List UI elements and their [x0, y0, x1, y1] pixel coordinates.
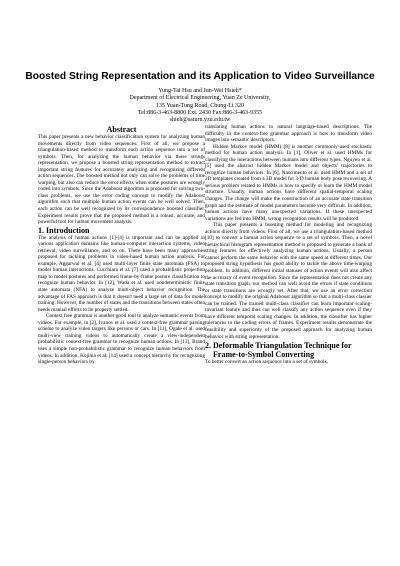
- introduction-heading: 1. Introduction: [38, 225, 90, 235]
- left-column: [38, 125, 205, 366]
- intro-paragraph-1: The analysis of human actions [1]-[4] is important and can be applied in various application domains like human-computer interaction systems, video retrieval, video surveillance, and so on. There have been many approaches proposed for tackling problems in video-based human action analysis. For example, Aggarwal et al. [4] used multi-layer finite state automata (FSA) to model human interactions. Cucchiara et al. [7] used a probabilistic projection map to model postures and performed frame-by-frame posture classification to recognize human behavior. In [12], Wada et al. used nondeterministic finite state automata (NFA) to analyze multi-object behavior recognition. The advantage of FAS approach is that it doesn't need a large set of data for model training. However, the number of states and the transitions between states often needs manual efforts to be properly settled.: [38, 234, 205, 313]
- right-paragraph-0: translating human actions to natural language-based descriptions. The difficulty in the context-free grammar approach is how to transform video images into semantic descriptors.: [205, 124, 372, 144]
- author-block: [0, 88, 400, 124]
- section-2-heading-line-2: Frame-to-Symbol Converting: [213, 350, 315, 360]
- intro-paragraph-2: Context free grammar is another good tool to analyze semantic events from videos. For example, in [2], Ivanov et al. used a context-free grammar parsing scheme to analyze video targets like persons or cars. In [11], Ogale et al. used multi-view training videos to automatically create a view-independent probabilistic context-free grammar to recognize human actions. In [13], Brand uses a simple non-probabilistic grammar to recognize human behaviors from videos. In addition, Kojima et al. [14] used a concept hierarchy for recognizing single-person behaviors by: [38, 313, 205, 366]
- paper-title: Boosted String Representation and its Application to Video Surveillance: [25, 71, 375, 82]
- section-2-paragraph: To better convert an action sequence into a set of symbols,: [205, 359, 328, 366]
- author-address: 135 Yuan-Tung Road, Chung-Li 320: [155, 102, 245, 109]
- abstract-heading: Abstract: [106, 125, 137, 134]
- right-column: [205, 124, 372, 366]
- author-names: Yung-Tai Hsu and Jun-Wei Hsieh*: [158, 88, 242, 94]
- right-paragraph-1: Hidden Markov model (HMM) [8] is another commonly-used stochastic method for human action analysis. In [1], Oliver et al. used HMMs for classifying the interactions between humans into different types. Nguyen et al. [5] used the abstract hidden Markov model and objects' trajectories to recognize human behaviors. In [6], Nascimento et al. used HMM and a set of 2D templates created from a 3D model for 3-D human body pose recovering. A serious problem related to HMMs is how to specify or learn the HMM model structure. Usually, human actions have different spatial-temporal scaling changes. The change will make the construction of an accurate state transition graph and the estimate of model parameters become very difficult. In addition, human actions have many unexpected variations. If these unexpected variations are fed into HMM, wrong recognition results will be produced.: [205, 143, 372, 222]
- right-paragraph-2: This paper presents a boosting method for modeling and recognizing actions directly from videos. First of all, we use a triangulation-based method [10] to convert a human action sequence to a set of symbols. Then, a novel hierarchical histogram representation method is proposed to generate a bank of string features for effectively analyzing human actions. Usually, a person cannot perform the same behavior with the same speed at different times. Our proposed string hypothesis has good ability to tackle the above time-warping problem. In addition, different initial statuses of action events will also affect the accuracy of event recognition. Since the representation does not create any state transition graph, our method can well avoid the errors if state conditions or state transitions are wrongly set. After that, we use an error correction concept to modify the original Adaboost algorithm so that a multi-class classier can be trained. The trained multi-class classifier can learn important scaling-invariant feature and thus can well classify any action sequence even if they have different temporal scaling changes. In addition, the classifier has higher tolerances to the coding errors of frames. Experiment results demonstrate the feasibility and superiority of the proposed approach for analyzing human behavior with string representation.: [205, 222, 372, 340]
- author-phone: Tel:886-3-463-8800 Ext. 2430 Fax:886-3-463-9355: [137, 109, 263, 116]
- author-affiliation: Department of Electrical Engineering, Yuan Ze University,: [129, 95, 271, 102]
- section-2-heading-line-1: 2. Deformable Triangulation Technique for: [205, 341, 352, 351]
- abstract-text: This paper presents a new behavior classification system for analyzing human movements directly from video sequences. First of all, we propose a triangulation-based method to transform each action sequence into a set of symbols. Then, for analyzing the human behavior via those strings representation, we propose a boosted string representation method to extract important string features for accurately analyzing and recognizing different action sequences. The boosted method not only can solve the problems of time warping, but also can reduce the error effects when some postures are wrongly coded into symbols. Since the Adaboost algorithm is proposed for solving two-class problems, we use the error coding concept to modify the Adaboost algorithm such that multiple human action events can be well solved. Then, each action can be well recognized by its correspondence boosted classifier. Experiment results prove that the proposed method is a robust, accurate, and powerful tool for human movement analysis.: [38, 134, 205, 226]
- author-email: shieh@saturn.yzu.edu.tw: [169, 117, 231, 124]
